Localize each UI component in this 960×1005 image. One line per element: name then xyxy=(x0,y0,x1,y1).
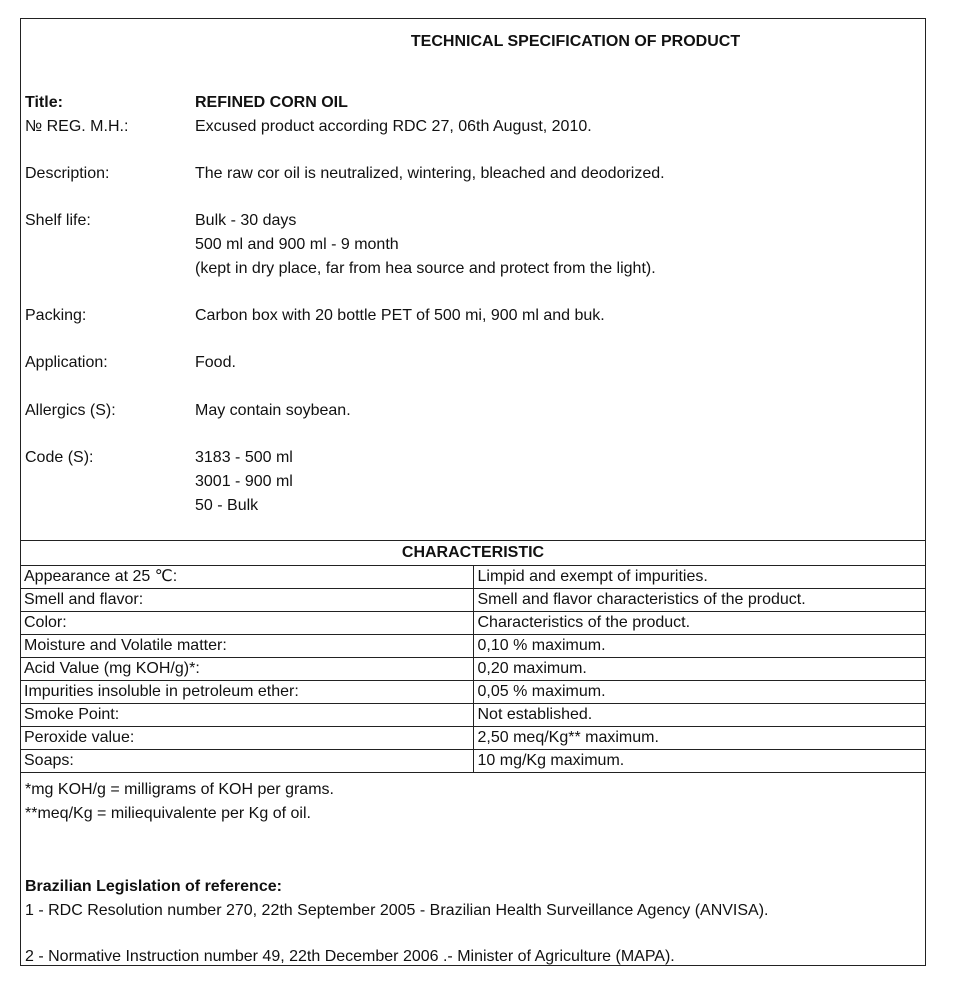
param-cell: Smell and flavor: xyxy=(21,589,473,612)
field-label: Code (S): xyxy=(25,449,94,466)
field-label: № REG. M.H.: xyxy=(25,118,129,135)
footnote: *mg KOH/g = milligrams of KOH per grams. xyxy=(25,781,334,798)
code-line: 3001 - 900 ml xyxy=(195,473,293,490)
param-cell: Moisture and Volatile matter: xyxy=(21,635,473,658)
value-cell: 0,20 maximum. xyxy=(473,658,925,681)
param-cell: Soaps: xyxy=(21,750,473,773)
table-row xyxy=(21,727,925,750)
code-line: 3183 - 500 ml xyxy=(195,449,293,466)
field-value: REFINED CORN OIL xyxy=(195,94,348,111)
field-value: May contain soybean. xyxy=(195,402,351,419)
table-row xyxy=(21,704,925,727)
legislation-section xyxy=(25,875,768,969)
param-cell: Appearance at 25 ℃: xyxy=(21,566,473,589)
spec-sheet xyxy=(20,18,926,966)
legislation-item: 2 - Normative Instruction number 49, 22th December 2006 .- Minister of Agriculture (MAPA). xyxy=(25,948,675,965)
field-value: Food. xyxy=(195,354,236,371)
param-cell: Impurities insoluble in petroleum ether: xyxy=(21,681,473,704)
shelf-life-line: (kept in dry place, far from hea source and protect from the light). xyxy=(195,260,656,277)
field-value xyxy=(195,209,895,281)
table-row xyxy=(21,750,925,773)
table-row xyxy=(21,681,925,704)
table-row xyxy=(21,612,925,635)
field-label: Allergics (S): xyxy=(25,402,116,419)
param-cell: Peroxide value: xyxy=(21,727,473,750)
characteristic-header: CHARACTERISTIC xyxy=(21,541,925,566)
table-row xyxy=(21,658,925,681)
code-line: 50 - Bulk xyxy=(195,497,259,514)
field-label: Shelf life: xyxy=(25,212,91,229)
document-title: TECHNICAL SPECIFICATION OF PRODUCT xyxy=(410,33,741,50)
legislation-item: 1 - RDC Resolution number 270, 22th September 2005 - Brazilian Health Surveillance Agency (ANVISA). xyxy=(25,902,769,919)
value-cell: 10 mg/Kg maximum. xyxy=(473,750,925,773)
footnotes xyxy=(25,778,334,826)
value-cell: Not established. xyxy=(473,704,925,727)
footnote: **meq/Kg = miliequivalente per Kg of oil. xyxy=(25,805,311,822)
characteristic-table xyxy=(21,540,925,773)
field-value: Carbon box with 20 bottle PET of 500 mi, 900 ml and buk. xyxy=(195,307,605,324)
value-cell: Smell and flavor characteristics of the product. xyxy=(473,589,925,612)
legislation-heading: Brazilian Legislation of reference: xyxy=(25,878,282,895)
shelf-life-line: Bulk - 30 days xyxy=(195,212,297,229)
value-cell: 0,05 % maximum. xyxy=(473,681,925,704)
param-cell: Color: xyxy=(21,612,473,635)
value-cell: 2,50 meq/Kg** maximum. xyxy=(473,727,925,750)
field-value xyxy=(195,446,895,518)
param-cell: Acid Value (mg KOH/g)*: xyxy=(21,658,473,681)
value-cell: Characteristics of the product. xyxy=(473,612,925,635)
field-label: Packing: xyxy=(25,307,87,324)
param-cell: Smoke Point: xyxy=(21,704,473,727)
table-row xyxy=(21,635,925,658)
value-cell: 0,10 % maximum. xyxy=(473,635,925,658)
field-label: Description: xyxy=(25,165,110,182)
table-row xyxy=(21,566,925,589)
table-row xyxy=(21,589,925,612)
value-cell: Limpid and exempt of impurities. xyxy=(473,566,925,589)
field-label: Application: xyxy=(25,354,108,371)
field-label: Title: xyxy=(25,94,63,111)
shelf-life-line: 500 ml and 900 ml - 9 month xyxy=(195,236,399,253)
field-value: The raw cor oil is neutralized, wintering, bleached and deodorized. xyxy=(195,165,665,182)
field-value: Excused product according RDC 27, 06th August, 2010. xyxy=(195,118,592,135)
